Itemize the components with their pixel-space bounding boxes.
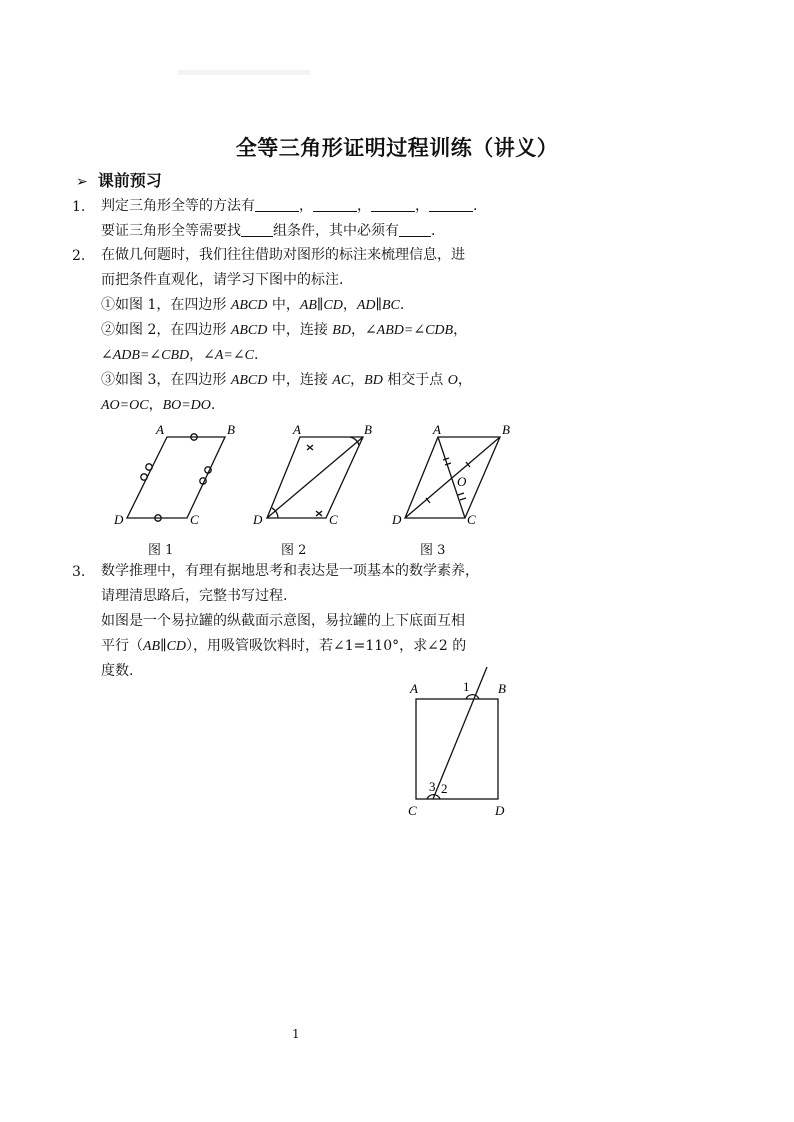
math: ∠ABD=∠CDB xyxy=(364,323,454,338)
answer-blank[interactable] xyxy=(241,220,273,237)
q3-line1: 数学推理中，有理有据地思考和表达是一项基本的数学素养， xyxy=(101,563,479,579)
math: AB∥CD xyxy=(299,298,343,313)
answer-blank[interactable] xyxy=(429,195,473,212)
page-title: 全等三角形证明过程训练（讲义） xyxy=(235,136,559,160)
text: ， xyxy=(350,372,365,388)
text: ， xyxy=(189,347,204,363)
figure-1-caption: 图 1 xyxy=(148,543,174,558)
text: . xyxy=(253,347,259,363)
answer-blank[interactable] xyxy=(371,195,415,212)
q1-number: 1. xyxy=(72,199,86,215)
label-A: A xyxy=(410,681,418,696)
math: ∠ADB=∠CBD xyxy=(101,348,190,363)
label-A: A xyxy=(433,422,441,437)
label-D: D xyxy=(392,512,402,527)
page-number: 1 xyxy=(292,1027,300,1041)
q3-line4 xyxy=(101,634,466,659)
label-D: D xyxy=(114,512,124,527)
text: ， xyxy=(457,372,472,388)
math: O xyxy=(447,373,458,388)
label-A: A xyxy=(293,422,301,437)
section-label: 课前预习 xyxy=(97,171,162,190)
label-D: D xyxy=(495,803,505,818)
figure-2 xyxy=(267,437,363,518)
figure-1 xyxy=(127,434,225,521)
q1-text: 判定三角形全等的方法有 xyxy=(101,198,255,214)
q3-line3: 如图是一个易拉罐的纵截面示意图，易拉罐的上下底面互相 xyxy=(101,613,465,629)
label-O: O xyxy=(457,474,467,489)
q1-sep: ， xyxy=(415,198,429,214)
text: ），用吸管吸饮料时，若∠1=110°，求∠2 的 xyxy=(186,638,467,654)
text: ， xyxy=(453,322,468,338)
text: ， xyxy=(342,297,357,313)
label-B: B xyxy=(502,422,510,437)
label-C: C xyxy=(467,512,476,527)
math: ABCD xyxy=(230,373,268,388)
label-A: A xyxy=(156,422,164,437)
angle-2-label: 2 xyxy=(441,781,448,796)
q1-sep: ， xyxy=(299,198,313,214)
q1-line1 xyxy=(101,194,477,219)
answer-blank[interactable] xyxy=(399,220,431,237)
math: ∠A=∠C xyxy=(203,348,254,363)
q3-line5: 度数. xyxy=(101,663,134,679)
math: BD xyxy=(332,323,351,338)
text: 中， xyxy=(267,297,300,313)
label-B: B xyxy=(227,422,235,437)
math: BD xyxy=(364,373,383,388)
angle-1-label: 1 xyxy=(463,679,470,694)
math: AB∥CD xyxy=(143,639,187,654)
header-bar xyxy=(178,70,310,75)
math: AC xyxy=(332,373,351,388)
can-cross-section-figure xyxy=(400,662,525,822)
q2-item2-cont xyxy=(101,343,258,368)
label-B: B xyxy=(364,422,372,437)
q1-line2 xyxy=(101,219,435,244)
text: ， xyxy=(350,322,365,338)
angle-3-label: 3 xyxy=(429,779,436,794)
text: . xyxy=(210,397,216,413)
text: 相交于点 xyxy=(382,372,448,388)
text: 平行（ xyxy=(101,638,143,654)
text: ， xyxy=(148,397,163,413)
q2-line2: 而把条件直观化，请学习下图中的标注. xyxy=(101,272,344,288)
math: AD∥BC xyxy=(356,298,400,313)
label-D: D xyxy=(253,512,263,527)
math: ABCD xyxy=(230,298,268,313)
text: 中，连接 xyxy=(267,372,333,388)
label-C: C xyxy=(408,803,417,818)
q1-end: . xyxy=(473,198,478,214)
q2-item2 xyxy=(101,318,467,343)
q2-number: 2. xyxy=(72,248,86,264)
section-heading xyxy=(76,168,162,191)
answer-blank[interactable] xyxy=(255,195,299,212)
text: . xyxy=(399,297,405,313)
angle-1-arc xyxy=(466,695,479,699)
text: ①如图 1，在四边形 xyxy=(101,297,231,313)
q1-end: . xyxy=(431,223,436,239)
q3-number: 3. xyxy=(72,564,86,580)
figure-3-caption: 图 3 xyxy=(420,543,446,558)
q2-line1: 在做几何题时，我们往往借助对图形的标注来梳理信息，进 xyxy=(101,247,465,263)
arrow-bullet-icon: ➢ xyxy=(76,174,88,190)
figure-3 xyxy=(405,437,500,518)
label-C: C xyxy=(190,512,199,527)
label-C: C xyxy=(329,512,338,527)
math: BO=DO xyxy=(162,398,211,413)
math: AO=OC xyxy=(101,398,149,413)
quadrilateral-figures xyxy=(100,420,520,540)
text: ②如图 2，在四边形 xyxy=(101,322,231,338)
math: ABCD xyxy=(230,323,268,338)
q1-text: 要证三角形全等需要找 xyxy=(101,223,241,239)
label-B: B xyxy=(498,681,506,696)
text: 中，连接 xyxy=(267,322,333,338)
q2-item3-cont xyxy=(101,393,215,418)
text: ③如图 3，在四边形 xyxy=(101,372,231,388)
figure-2-caption: 图 2 xyxy=(281,543,307,558)
answer-blank[interactable] xyxy=(313,195,357,212)
q1-text: 组条件，其中必须有 xyxy=(273,223,399,239)
q1-sep: ， xyxy=(357,198,371,214)
straw-line xyxy=(433,667,487,799)
q3-line2: 请理清思路后，完整书写过程. xyxy=(101,588,288,604)
q2-item1 xyxy=(101,293,404,318)
q2-item3 xyxy=(101,368,472,393)
